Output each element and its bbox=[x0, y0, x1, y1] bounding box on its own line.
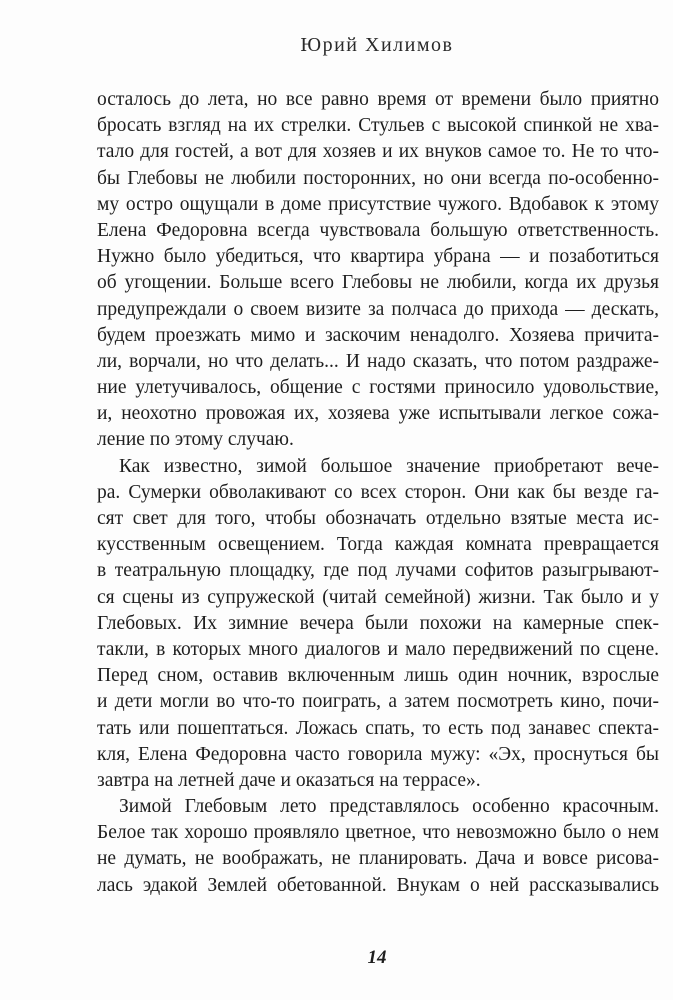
text-line: об угощении. Больше всего Глебовы не любили, когда их друзья bbox=[97, 272, 659, 294]
text-line: не думать, не воображать, не планировать. Дача и вовсе рисова- bbox=[97, 848, 659, 870]
page-number: 14 bbox=[367, 947, 387, 968]
text-line: и дети могли во что-то поиграть, а затем посмотреть кино, почи- bbox=[97, 691, 659, 713]
text-line: завтра на летней даче и оказаться на террасе». bbox=[97, 769, 481, 791]
text-line: будем проезжать мимо и заскочим ненадолго. Хозяева причита- bbox=[97, 324, 659, 346]
text-line: ра. Сумерки обволакивают со всех сторон. Они как бы везде га- bbox=[97, 481, 659, 503]
running-header: Юрий Хилимов bbox=[300, 34, 454, 56]
text-line: в театральную площадку, где под лучами софитов разыгрывают- bbox=[97, 560, 659, 582]
text-line: бы Глебовы не любили посторонних, но они всегда по-особенно- bbox=[97, 167, 659, 189]
text-line: ли, ворчали, но что делать... И надо сказать, что потом раздраже- bbox=[97, 350, 659, 372]
text-line: Елена Федоровна всегда чувствовала большую ответственность. bbox=[97, 219, 659, 241]
paragraph-first-line: Зимой Глебовым лето представлялось особенно красочным. bbox=[119, 796, 659, 818]
text-line: ление по этому случаю. bbox=[97, 429, 294, 451]
text-line: бросать взгляд на их стрелки. Стульев с высокой спинкой не хва- bbox=[97, 115, 659, 137]
text-line: предупреждали о своем визите за полчаса до прихода — дескать, bbox=[97, 298, 659, 320]
text-line: кля, Елена Федоровна часто говорила мужу: «Эх, проснуться бы bbox=[97, 743, 659, 765]
text-line: Глебовых. Их зимние вечера были похожи на камерные спек- bbox=[97, 612, 659, 634]
text-line: осталось до лета, но все равно время от времени было приятно bbox=[97, 89, 659, 110]
paragraph-first-line: Как известно, зимой большое значение приобретают вече- bbox=[119, 455, 659, 477]
text-line: такли, в которых много диалогов и мало передвижений по сцене. bbox=[97, 638, 659, 660]
text-line: Нужно было убедиться, что квартира убрана — и позаботиться bbox=[97, 246, 659, 268]
text-line: кусственным освещением. Тогда каждая комната превращается bbox=[97, 534, 659, 556]
text-line: тать или пошептаться. Ложась спать, то есть под занавес спекта- bbox=[97, 717, 659, 739]
text-line: Белое так хорошо проявляло цветное, что невозможно было о нем bbox=[97, 822, 659, 844]
text-line: Перед сном, оставив включенным лишь один ночник, взрослые bbox=[97, 665, 659, 687]
text-line: и, неохотно провожая их, хозяева уже испытывали легкое сожа- bbox=[97, 403, 659, 425]
text-line: лась эдакой Землей обетованной. Внукам о ней рассказывались bbox=[97, 874, 659, 896]
text-line: тало для гостей, а вот для хозяев и их внуков самое то. Не то что- bbox=[97, 141, 659, 163]
text-line: сят свет для того, чтобы обозначать отдельно взятые места ис- bbox=[97, 508, 659, 529]
page-body-text bbox=[97, 87, 659, 899]
text-line: ние улетучивалось, общение с гостями приносило удовольствие, bbox=[97, 377, 659, 399]
text-line: му остро ощущали в доме присутствие чужого. Вдобавок к этому bbox=[97, 193, 659, 215]
text-line: ся сцены из супружеской (читай семейной) жизни. Так было и у bbox=[97, 586, 659, 608]
